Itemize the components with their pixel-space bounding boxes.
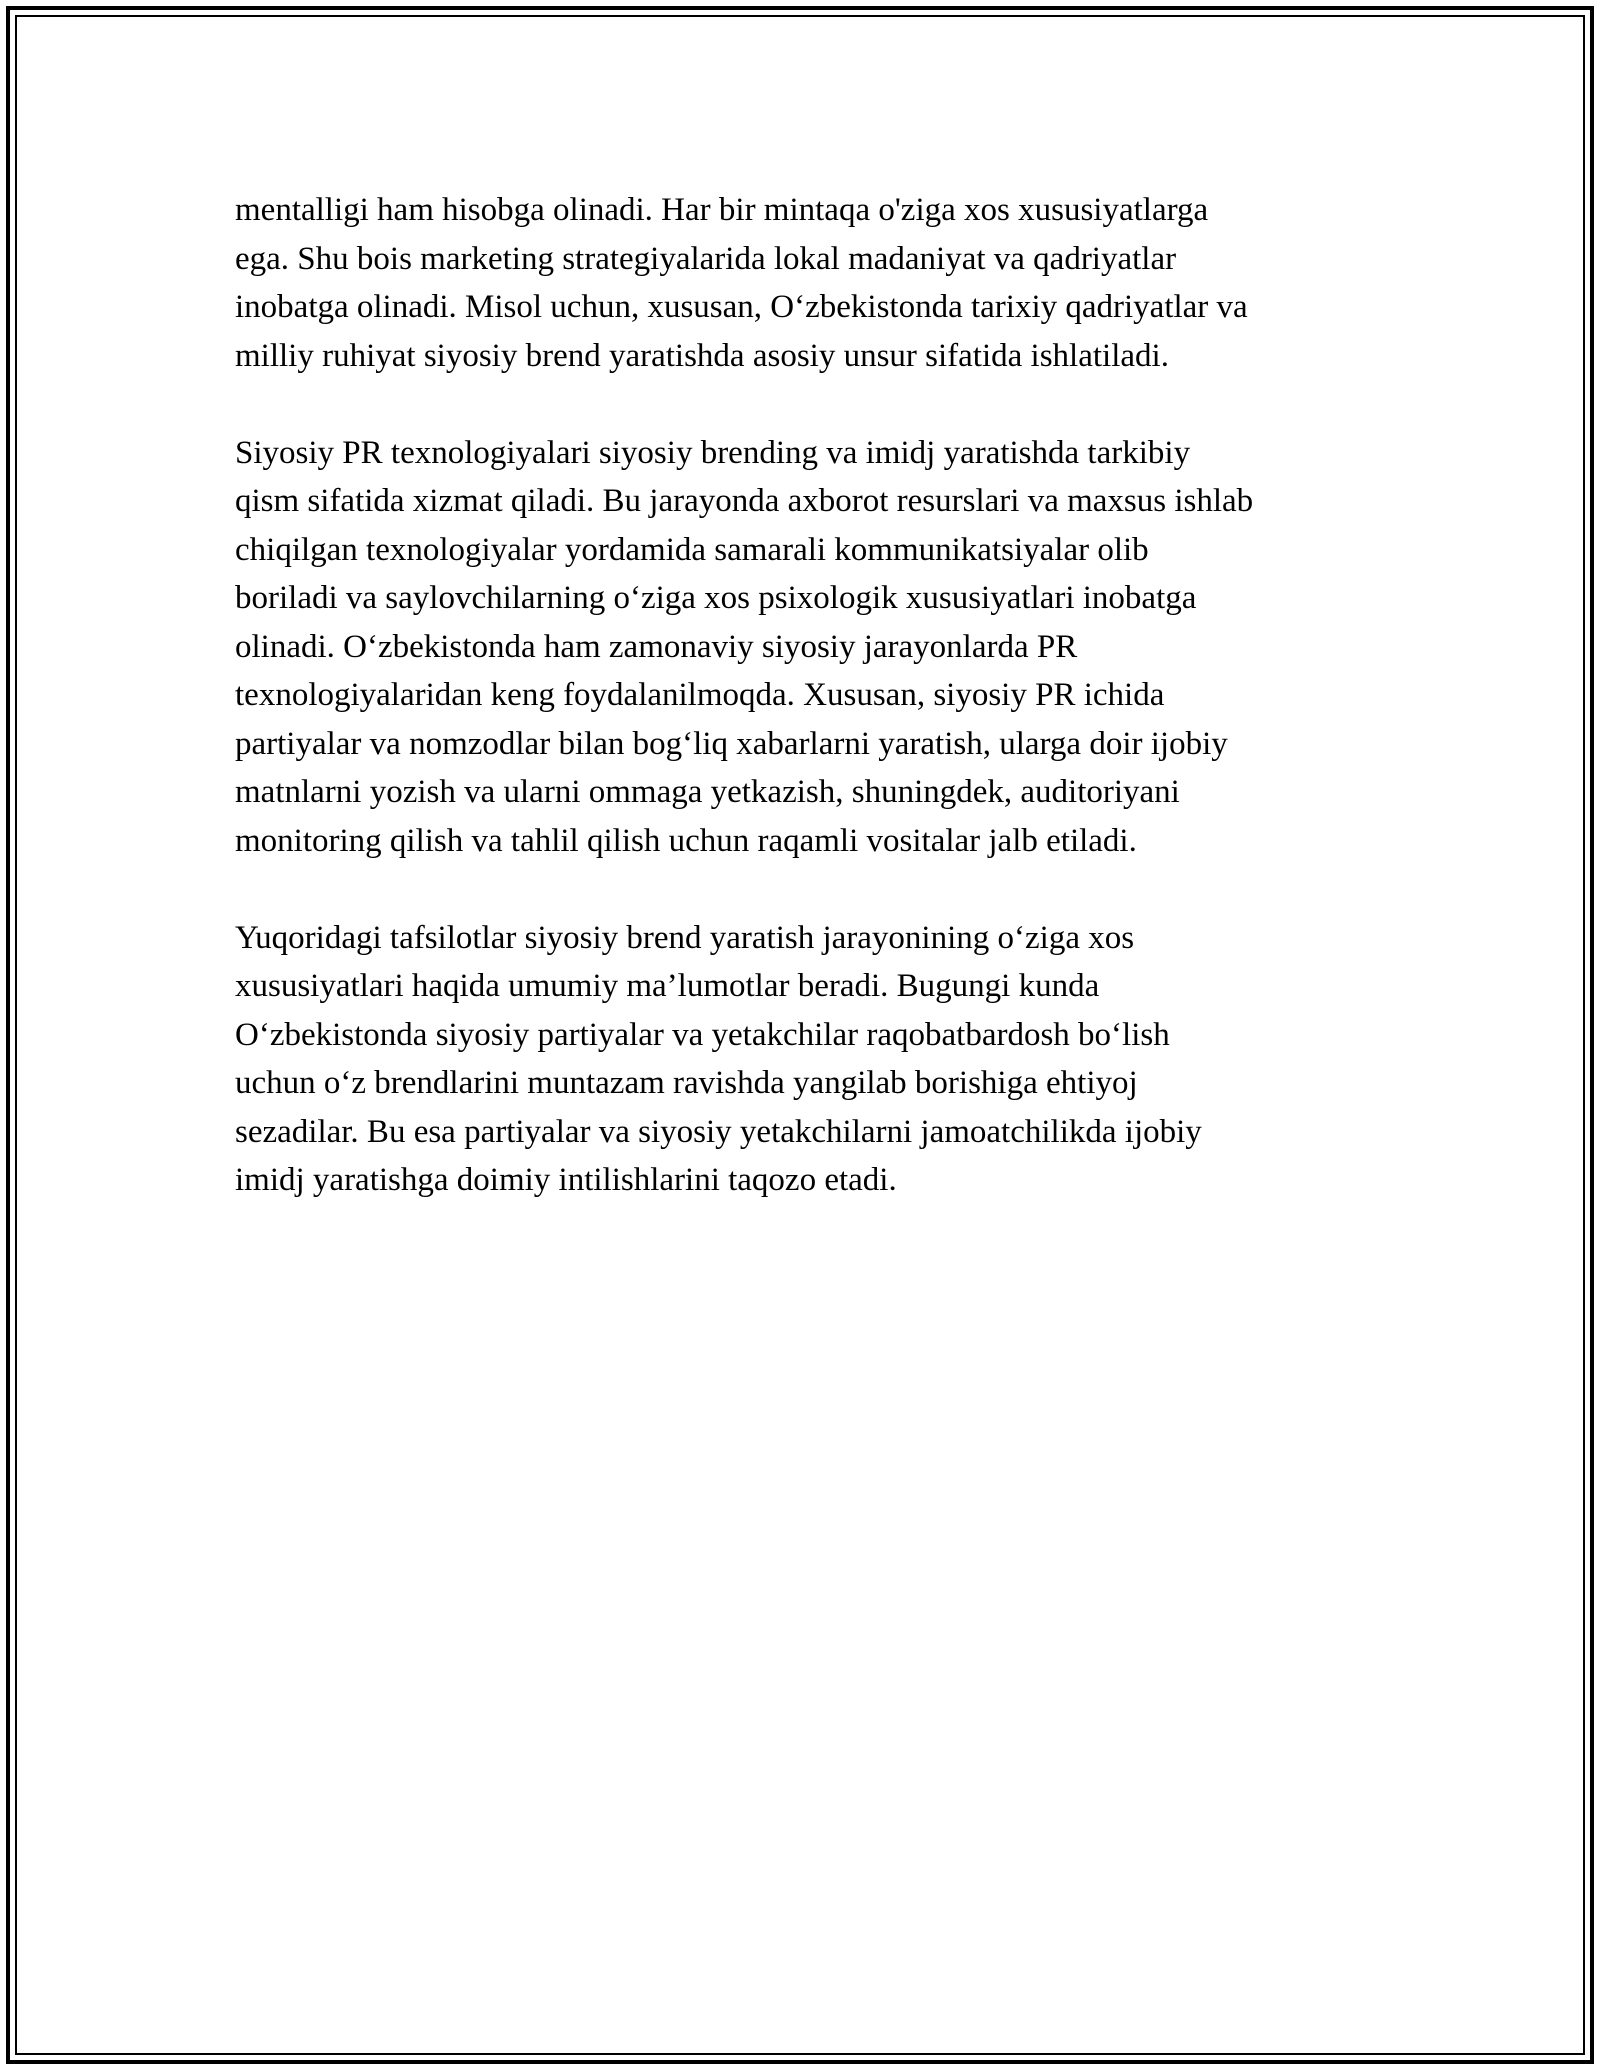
text-line: ega. Shu bois marketing strategiyalarida lokal madaniyat va qadriyatlar [235, 240, 1177, 277]
text-line: Yuqoridagi tafsilotlar siyosiy brend yaratish jarayonining o‘ziga xos [235, 919, 1135, 956]
text-line: matnlarni yozish va ularni ommaga yetkazish, shuningdek, auditoriyani [235, 774, 1180, 810]
text-line: sezadilar. Bu esa partiyalar va siyosiy yetakchilarni jamoatchilikda ijobiy [235, 1113, 1202, 1150]
paragraph-3 [235, 914, 1395, 1205]
text-line: monitoring qilish va tahlil qilish uchun raqamli vositalar jalb etiladi. [235, 822, 1137, 859]
text-line: qism sifatida xizmat qiladi. Bu jarayonda axborot resurslari va maxsus ishlab [235, 483, 1254, 519]
text-line: Siyosiy PR texnologiyalari siyosiy brending va imidj yaratishda tarkibiy [235, 434, 1191, 471]
text-line: olinadi. O‘zbekistonda ham zamonaviy siyosiy jarayonlarda PR [235, 628, 1078, 665]
paragraph-1 [235, 186, 1395, 380]
text-line: uchun o‘z brendlarini muntazam ravishda yangilab borishiga ehtiyoj [235, 1065, 1138, 1101]
text-line: chiqilgan texnologiyalar yordamida samarali kommunikatsiyalar olib [235, 531, 1149, 568]
text-line: milliy ruhiyat siyosiy brend yaratishda asosiy unsur sifatida ishlatiladi. [235, 337, 1169, 374]
paragraph-2 [235, 429, 1395, 866]
text-line: xususiyatlari haqida umumiy ma’lumotlar beradi. Bugungi kunda [235, 968, 1100, 1004]
document-body [235, 186, 1395, 1253]
text-line: boriladi va saylovchilarning o‘ziga xos psixologik xususiyatlari inobatga [235, 580, 1197, 616]
text-line: O‘zbekistonda siyosiy partiyalar va yetakchilar raqobatbardosh bo‘lish [235, 1016, 1170, 1053]
text-line: inobatga olinadi. Misol uchun, xususan, O‘zbekistonda tarixiy qadriyatlar va [235, 289, 1248, 325]
text-line: imidj yaratishga doimiy intilishlarini taqozo etadi. [235, 1162, 897, 1198]
text-line: partiyalar va nomzodlar bilan bog‘liq xabarlarni yaratish, ularga doir ijobiy [235, 725, 1228, 762]
text-line: texnologiyalaridan keng foydalanilmoqda. Xususan, siyosiy PR ichida [235, 677, 1165, 713]
text-line: mentalligi ham hisobga olinadi. Har bir mintaqa o'ziga xos xususiyatlarga [235, 192, 1209, 228]
